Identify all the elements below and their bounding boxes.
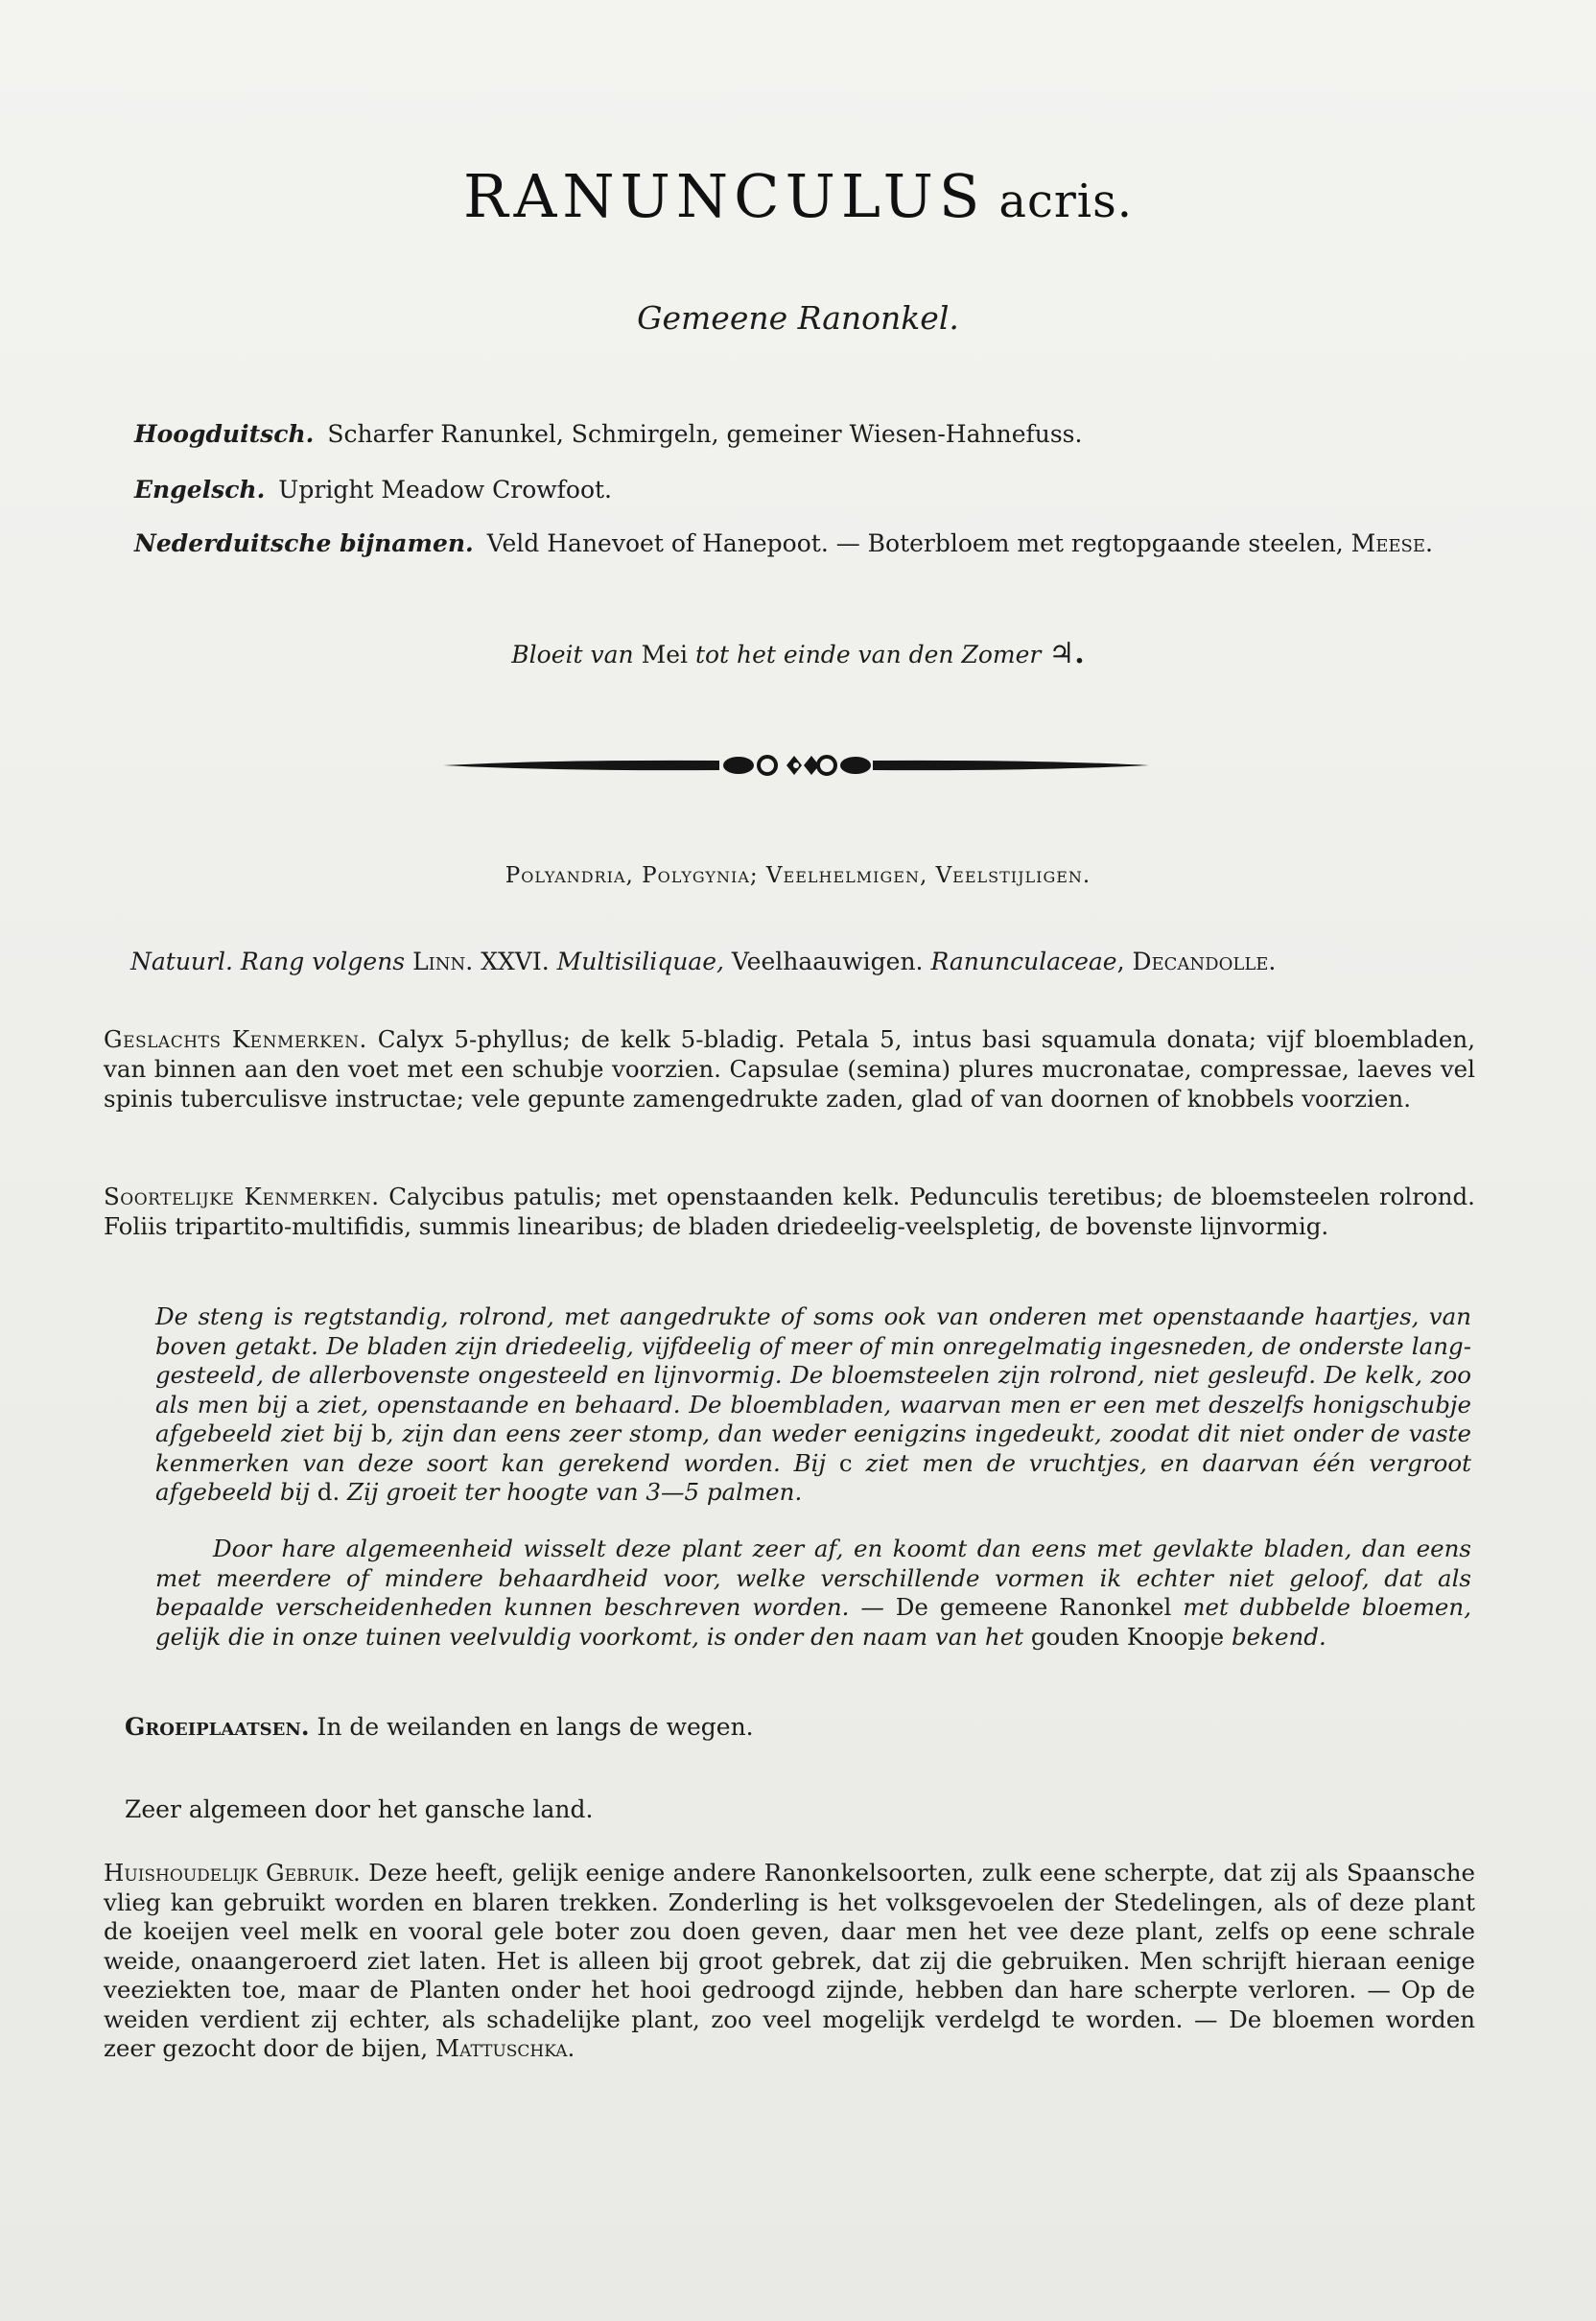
- species-characters-text: Calycibus patulis; met openstaanden kelk. Pedunculis teretibus; de bloemsteelen rolrond. Foliis tripartito-multifidis, summis linearibus; de bladen driedeelig-veelspletig, de bovenste lijnvormig.: [104, 1183, 1475, 1240]
- genus-characters-text: Calyx 5-phyllus; de kelk 5-bladig. Petala 5, intus basi squamula donata; vijf bloembladen, van binnen aan den voet met een schubje voorzien. Capsulae (semina) plures mucronatae, compressae, laeves vel spinis tuberculisve instructae; vele gepunte zamengedrukte zaden, glad of van doornen of knobbels voorzien.: [104, 1025, 1475, 1113]
- rang-label: Natuurl. Rang volgens: [130, 948, 406, 975]
- distribution-line: Zeer algemeen door het gansche land.: [125, 1795, 594, 1823]
- desc-p2-a: Door hare algemeenheid wisselt deze plant zeer af, en koomt dan eens met gevlakte bladen, dan eens met meerdere of mindere behaardheid voor, welke verschillende vormen ik echter niet geloof, dat als bepaalde verscheidenheden kunnen beschreven worden. —: [155, 1535, 1471, 1621]
- desc-p1-d: ziet men de vruchtjes, en daarvan één vergroot afgebeeld bij: [155, 1448, 1471, 1506]
- linnaean-class: Polyandria, Polygynia; Veelhelmigen, Veelstijligen.: [505, 863, 1091, 888]
- genus-characters-heading: Geslachts Kenmerken.: [104, 1025, 367, 1053]
- habitat-heading: Groeiplaatsen.: [125, 1713, 310, 1741]
- flowering-month: Mei: [641, 641, 688, 668]
- rang-veelhaauwigen: Veelhaauwigen.: [731, 948, 924, 975]
- desc-p1-b: ziet, openstaande en behaard. De bloembladen, waarvan men er een met deszelfs honigschubje afgebeeld ziet bij: [155, 1390, 1471, 1447]
- flowering-text-a: Bloeit van: [511, 641, 634, 668]
- economic-use-text: Deze heeft, gelijk eenige andere Ranonkelsoorten, zulk eene scherpte, dat zij als Spaansche vlieg kan gebruikt worden en blaren trekken. Zonderling is het volksgevoelen der Stedelingen, als of deze plant de koeijen veel melk en vooral gele boter zou doen geven, daar men het vee deze plant, zelfs op eene schrale weide, onaangeroerd ziet laten. Het is alleen bij groot gebrek, dat zij die gebruiken. Men schrijft hieraan eenige veeziekten toe, maar de Planten onder het hooi gedroogd zijnde, hebben dan hare scherpte verloren. — Op de weiden verdient zij echter, als schadelijke plant, zoo veel mogelijk verdelgd te worden. — De bloemen worden zeer gezocht door de bijen,: [104, 1859, 1476, 2062]
- dutch-bynames-line: [134, 529, 1477, 558]
- rang-number: XXVI.: [481, 948, 550, 975]
- english-names: Upright Meadow Crowfoot.: [278, 476, 612, 504]
- desc-p2-c: met dubbelde bloemen, gelijk die in onze tuinen veelvuldig voorkomt, is onder den naam van het: [155, 1593, 1471, 1651]
- english-name-line: [134, 476, 1477, 504]
- bynames-text: Veld Hanevoet of Hanepoot. — Boterbloem met regtopgaande steelen,: [486, 529, 1344, 557]
- description-paragraph-2: [155, 1535, 1471, 1652]
- species-characters-heading: Soortelijke Kenmerken.: [104, 1183, 380, 1210]
- genus-characters: [104, 1024, 1475, 1114]
- dutch-common-name: Gemeene Ranonkel.: [637, 299, 959, 337]
- figure-letter-a: a: [295, 1390, 310, 1418]
- species-epithet: acris.: [998, 175, 1134, 228]
- figure-letter-d: d.: [317, 1478, 340, 1506]
- figure-letter-c: c: [838, 1448, 853, 1477]
- english-label: Engelsch.: [134, 476, 266, 504]
- figure-letter-b: b: [370, 1419, 387, 1447]
- desc-p1-a: De steng is regtstandig, rolrond, met aangedrukte of soms ook van onderen met openstaande haartjes, van boven getakt. De bladen zijn driedeelig, vijfdeelig of meer of min onregelmatig ingesneden, de onderste lang-gesteeld, de allerbovenste ongesteeld en lijnvormig. De bloemsteelen zijn rolrond, niet gesleufd. De kelk, zoo als men bij: [155, 1302, 1471, 1418]
- rang-linn: Linn.: [412, 948, 474, 975]
- habitat-line: [125, 1713, 1467, 1741]
- german-names: Scharfer Ranunkel, Schmirgeln, gemeiner Wiesen-Hahnefuss.: [327, 420, 1083, 448]
- perennial-symbol: ♃.: [1048, 637, 1085, 670]
- economic-use-heading: Huishoudelijk Gebruik.: [104, 1859, 361, 1887]
- rang-decandolle: , Decandolle.: [1116, 948, 1277, 975]
- german-label: Hoogduitsch.: [134, 420, 315, 448]
- description-paragraph-1: [155, 1302, 1471, 1508]
- desc-p2-e: bekend.: [1231, 1622, 1326, 1651]
- desc-p2-d: gouden Knoopje: [1030, 1622, 1225, 1651]
- page-title: [0, 161, 1596, 231]
- desc-p1-e: Zij groeit ter hoogte van 3—5 palmen.: [347, 1478, 803, 1506]
- ornamental-divider: [441, 746, 1151, 785]
- rang-multisiliquae: Multisiliquae,: [556, 948, 724, 975]
- economic-use-paragraph: [104, 1859, 1475, 2064]
- flowering-text-c: tot het einde van den Zomer: [694, 641, 1042, 668]
- bynames-label: Nederduitsche bijnamen.: [134, 529, 474, 557]
- species-characters: [104, 1182, 1475, 1241]
- bynames-author: Meese.: [1350, 529, 1433, 557]
- economic-use-author: Mattuschka.: [435, 2034, 575, 2062]
- rang-ranunculaceae: Ranunculaceae: [930, 948, 1117, 975]
- desc-p1-c: , zijn dan eens zeer stomp, dan weder eenigzins ingedeukt, zoodat dit niet onder de vaste kenmerken van deze soort kan gerekend worden. Bij: [155, 1419, 1471, 1477]
- desc-p2-b: De gemeene Ranonkel: [895, 1593, 1172, 1621]
- natural-order-line: [130, 948, 1473, 975]
- german-name-line: [134, 420, 1477, 449]
- habitat-text: In de weilanden en langs de wegen.: [317, 1713, 754, 1741]
- genus-name: RANUNCULUS: [462, 161, 986, 231]
- flowering-line: [0, 637, 1596, 670]
